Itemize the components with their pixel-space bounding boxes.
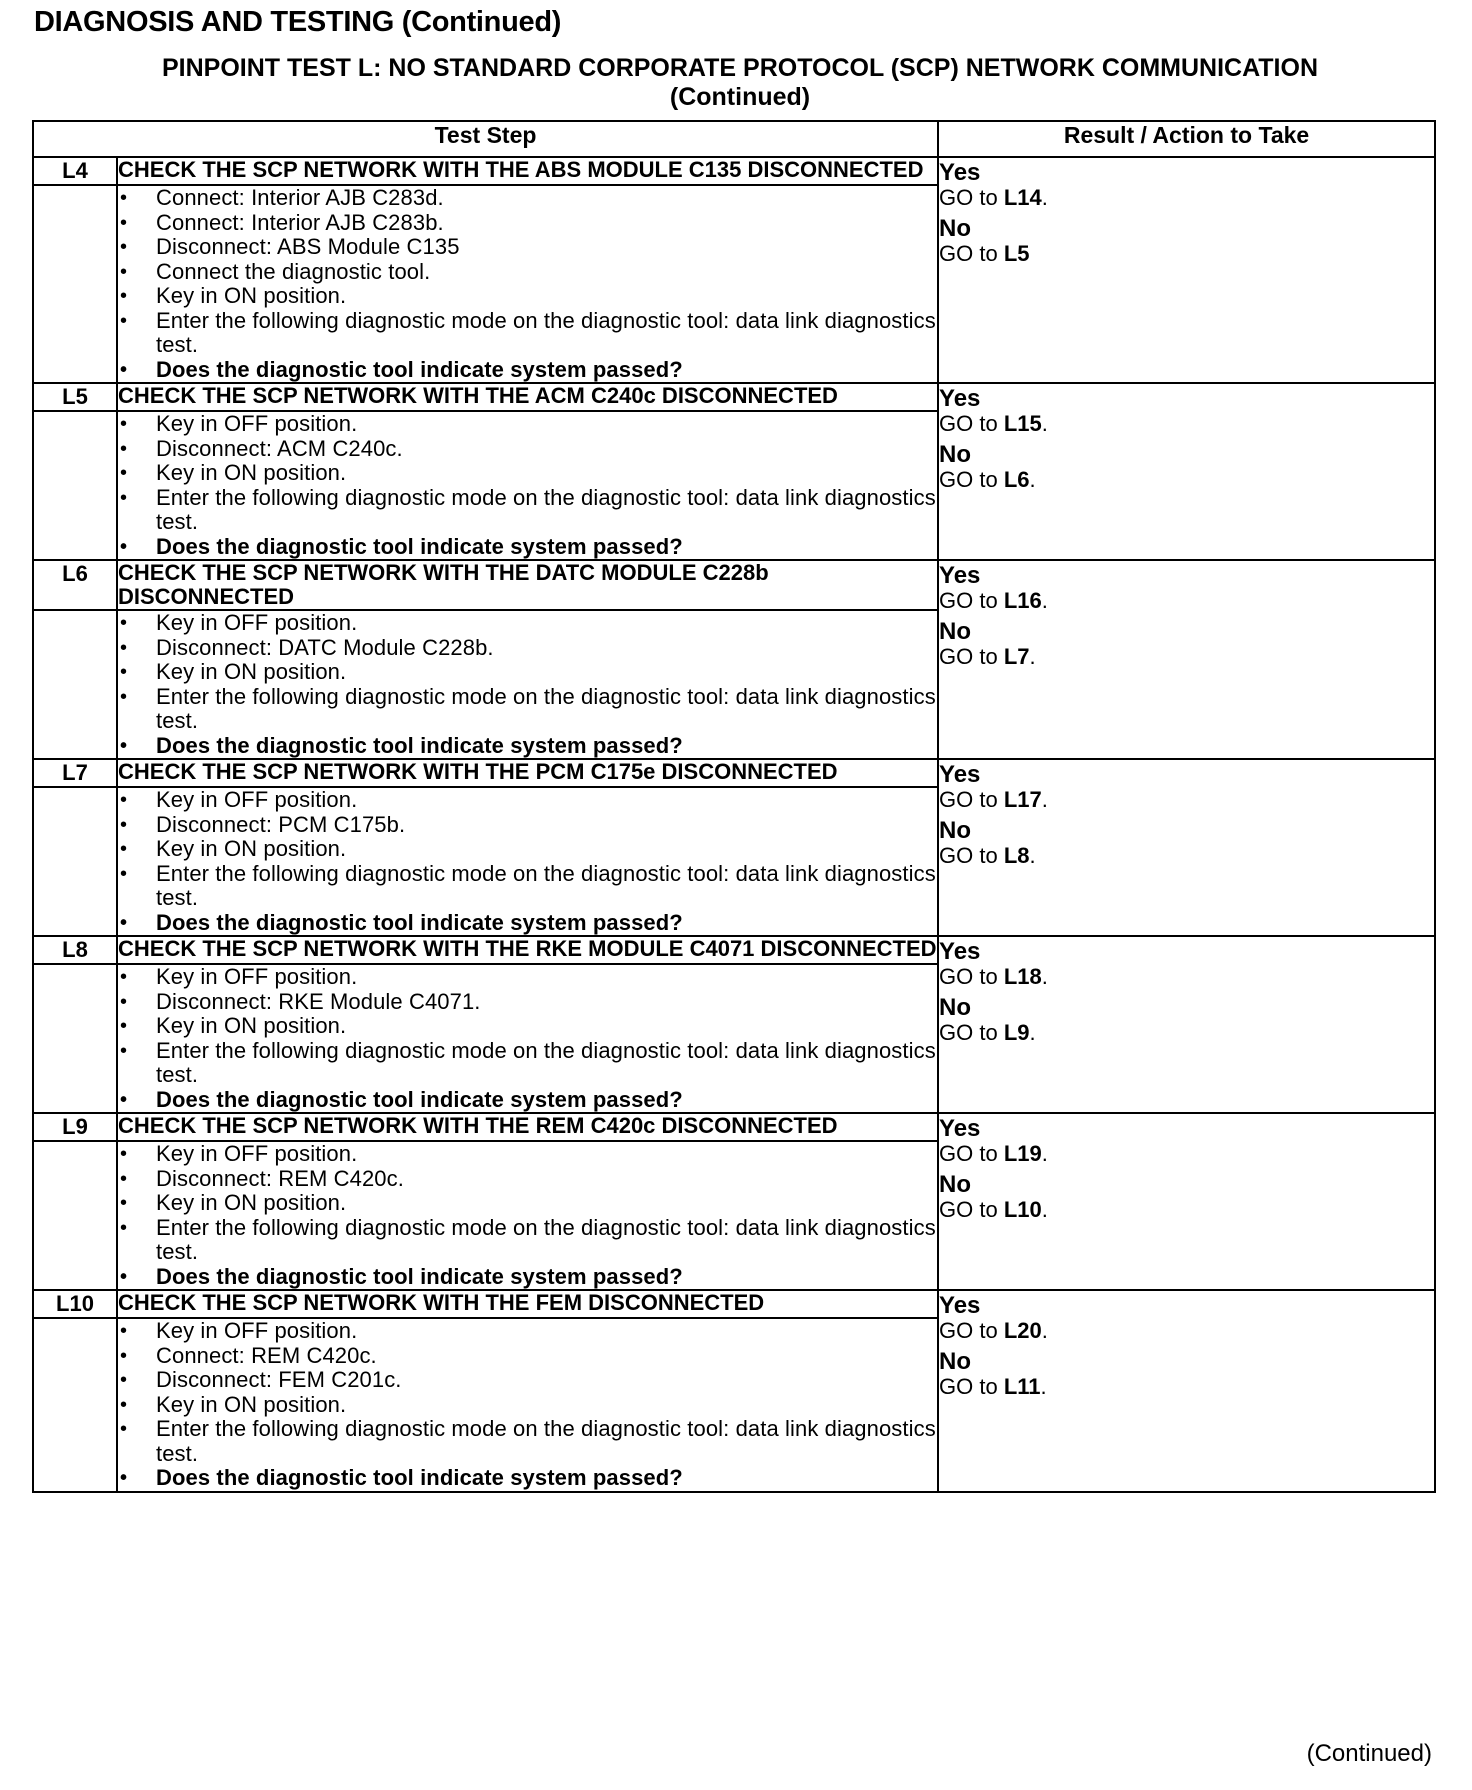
step-id-spacer [33, 787, 117, 936]
result-no-label: No [939, 1171, 972, 1198]
go-to-text: GO to [939, 1374, 998, 1399]
instruction-text: Key in ON position. [156, 659, 347, 684]
bullet-icon: • [120, 309, 128, 332]
pinpoint-test-table [32, 120, 1436, 1493]
instruction-item [118, 186, 937, 211]
instruction-item [118, 1142, 937, 1167]
instruction-item [118, 211, 937, 236]
go-to-text: GO to [939, 467, 998, 492]
bullet-icon: • [120, 211, 128, 234]
yes-suffix: . [1041, 964, 1048, 989]
question-text: Does the diagnostic tool indicate system passed? [156, 356, 683, 382]
result-yes-action [939, 411, 1434, 436]
no-suffix: . [1041, 1197, 1048, 1222]
instruction-item [118, 1039, 937, 1088]
instruction-text: Key in ON position. [156, 1013, 347, 1038]
instruction-question [118, 911, 937, 936]
instruction-text: Enter the following diagnostic mode on the diagnostic tool: data link diagnostics test. [156, 484, 936, 534]
step-id: L10 [33, 1290, 117, 1318]
instruction-question [118, 535, 937, 560]
result-no-action [939, 467, 1434, 492]
bullet-icon: • [120, 1216, 128, 1239]
instruction-item [118, 837, 937, 862]
instruction-text: Key in OFF position. [156, 1141, 358, 1166]
instruction-item [118, 862, 937, 911]
instruction-text: Enter the following diagnostic mode on the diagnostic tool: data link diagnostics test. [156, 1037, 936, 1087]
bullet-icon: • [120, 636, 128, 659]
yes-target: L19 [1003, 1141, 1042, 1166]
instruction-item [118, 685, 937, 734]
step-id: L8 [33, 936, 117, 964]
bullet-icon: • [120, 486, 128, 509]
step-id: L4 [33, 157, 117, 185]
result-action-cell [938, 560, 1435, 759]
instruction-item [118, 235, 937, 260]
instruction-list [118, 788, 937, 935]
question-text: Does the diagnostic tool indicate system passed? [156, 1263, 683, 1289]
pinpoint-test-title-line: PINPOINT TEST L: NO STANDARD CORPORATE PROTOCOL (SCP) NETWORK COMMUNICATION [162, 54, 1318, 82]
instruction-text: Key in OFF position. [156, 1318, 358, 1343]
bullet-icon: • [120, 1393, 128, 1416]
instruction-item [118, 636, 937, 661]
instruction-text: Disconnect: ABS Module C135 [156, 234, 460, 259]
bullet-icon: • [120, 685, 128, 708]
bullet-icon: • [120, 1143, 128, 1165]
step-title: CHECK THE SCP NETWORK WITH THE REM C420c DISCONNECTED [117, 1113, 938, 1141]
instruction-list [118, 186, 937, 382]
step-id-spacer [33, 1141, 117, 1290]
bullet-icon: • [120, 187, 128, 209]
result-no-action [939, 241, 1434, 266]
instruction-item [118, 437, 937, 462]
no-target: L7 [1003, 644, 1030, 669]
result-no-label: No [939, 994, 972, 1021]
bullet-icon: • [120, 838, 128, 860]
instruction-text: Key in OFF position. [156, 964, 358, 989]
instruction-text: Enter the following diagnostic mode on the diagnostic tool: data link diagnostics test. [156, 683, 936, 733]
instruction-list [118, 611, 937, 758]
question-text: Does the diagnostic tool indicate system passed? [156, 909, 683, 935]
yes-suffix: . [1041, 411, 1048, 436]
step-id-spacer [33, 411, 117, 560]
question-text: Does the diagnostic tool indicate system passed? [156, 533, 683, 559]
instruction-text: Disconnect: RKE Module C4071. [156, 988, 481, 1014]
instruction-item [118, 461, 937, 486]
step-title: CHECK THE SCP NETWORK WITH THE DATC MODULE C228b DISCONNECTED [117, 560, 938, 610]
result-no-action [939, 843, 1434, 868]
instruction-item [118, 611, 937, 636]
instruction-item [118, 1167, 937, 1192]
step-instructions [117, 411, 938, 560]
step-instructions [117, 185, 938, 383]
instruction-question [118, 1265, 937, 1290]
result-no-label: No [939, 618, 972, 645]
no-target: L10 [1003, 1197, 1042, 1222]
step-id-spacer [33, 964, 117, 1113]
bullet-icon: • [120, 789, 128, 811]
go-to-text: GO to [939, 411, 998, 436]
instruction-question [118, 358, 937, 383]
bullet-icon: • [120, 285, 128, 307]
yes-suffix: . [1041, 1318, 1048, 1343]
test-step-title-row [33, 1290, 1435, 1318]
bullet-icon: • [120, 1167, 128, 1190]
instruction-item [118, 1319, 937, 1344]
go-to-text: GO to [939, 787, 998, 812]
go-to-text: GO to [939, 644, 998, 669]
instruction-item [118, 309, 937, 358]
test-step-title-row [33, 157, 1435, 185]
pinpoint-test-continued: (Continued) [669, 83, 811, 111]
instruction-item [118, 1417, 937, 1466]
test-step-title-row [33, 759, 1435, 787]
step-instructions [117, 1318, 938, 1492]
result-no-action [939, 1020, 1434, 1045]
no-target: L11 [1003, 1374, 1041, 1399]
no-suffix: . [1029, 843, 1036, 868]
instruction-item [118, 965, 937, 990]
go-to-text: GO to [939, 1141, 998, 1166]
test-step-title-row [33, 936, 1435, 964]
table-body [33, 157, 1435, 1492]
question-text: Does the diagnostic tool indicate system passed? [156, 1465, 683, 1490]
step-id: L7 [33, 759, 117, 787]
instruction-text: Key in ON position. [156, 460, 347, 485]
instruction-question [118, 734, 937, 759]
yes-suffix: . [1041, 588, 1048, 613]
result-yes-action [939, 588, 1434, 613]
test-step-title-row [33, 560, 1435, 610]
result-no-action [939, 1197, 1434, 1222]
result-no-action [939, 1374, 1434, 1399]
step-instructions [117, 1141, 938, 1290]
bullet-icon: • [120, 734, 128, 757]
instruction-text: Key in ON position. [156, 1190, 347, 1215]
instruction-item [118, 1344, 937, 1369]
bullet-icon: • [120, 1015, 128, 1037]
step-id-spacer [33, 610, 117, 759]
no-suffix: . [1040, 1374, 1047, 1399]
go-to-text: GO to [939, 241, 998, 266]
bullet-icon: • [120, 358, 128, 381]
instruction-list [118, 412, 937, 559]
no-target: L9 [1003, 1020, 1030, 1045]
yes-suffix: . [1041, 185, 1048, 210]
result-action-cell [938, 1290, 1435, 1492]
bullet-icon: • [120, 1192, 128, 1214]
yes-target: L15 [1003, 411, 1042, 436]
instruction-item [118, 1368, 937, 1393]
instruction-text: Connect: REM C420c. [156, 1342, 377, 1368]
instruction-text: Disconnect: PCM C175b. [156, 811, 406, 837]
bullet-icon: • [120, 612, 128, 634]
step-title: CHECK THE SCP NETWORK WITH THE ACM C240c DISCONNECTED [117, 383, 938, 411]
instruction-text: Enter the following diagnostic mode on the diagnostic tool: data link diagnostics test. [156, 1214, 936, 1264]
yes-suffix: . [1041, 787, 1048, 812]
go-to-text: GO to [939, 1318, 998, 1343]
instruction-item [118, 412, 937, 437]
instruction-item [118, 1393, 937, 1418]
result-yes-action [939, 1318, 1434, 1343]
bullet-icon: • [120, 236, 128, 258]
instruction-item [118, 1191, 937, 1216]
instruction-text: Connect: Interior AJB C283d. [156, 185, 444, 210]
instruction-text: Key in OFF position. [156, 411, 358, 436]
no-suffix: . [1029, 1020, 1036, 1045]
bullet-icon: • [120, 413, 128, 435]
step-id-spacer [33, 1318, 117, 1492]
result-action-cell [938, 936, 1435, 1113]
instruction-item [118, 1216, 937, 1265]
instruction-item [118, 788, 937, 813]
bullet-icon: • [120, 661, 128, 683]
result-no-label: No [939, 817, 972, 844]
bullet-icon: • [120, 437, 128, 460]
result-yes-label: Yes [939, 938, 981, 965]
instruction-text: Disconnect: DATC Module C228b. [156, 634, 494, 660]
result-yes-label: Yes [939, 761, 981, 788]
step-title: CHECK THE SCP NETWORK WITH THE FEM DISCONNECTED [117, 1290, 938, 1318]
test-step-title-row [33, 383, 1435, 411]
bullet-icon: • [120, 966, 128, 988]
instruction-question [118, 1466, 937, 1491]
result-no-label: No [939, 215, 972, 242]
header-test-step: Test Step [33, 121, 938, 157]
bullet-icon: • [120, 911, 128, 934]
instruction-text: Disconnect: FEM C201c. [156, 1367, 402, 1392]
instruction-text: Key in ON position. [156, 1391, 347, 1417]
bullet-icon: • [120, 1418, 128, 1440]
instruction-text: Key in ON position. [156, 836, 347, 861]
bullet-icon: • [120, 1467, 128, 1489]
header-result-action: Result / Action to Take [938, 121, 1435, 157]
go-to-text: GO to [939, 843, 998, 868]
go-to-text: GO to [939, 964, 998, 989]
bullet-icon: • [120, 260, 128, 283]
result-yes-action [939, 1141, 1434, 1166]
instruction-text: Connect the diagnostic tool. [156, 258, 431, 284]
bullet-icon: • [120, 1088, 128, 1111]
bullet-icon: • [120, 1344, 128, 1367]
instruction-list [118, 1142, 937, 1289]
yes-target: L20 [1003, 1318, 1042, 1343]
result-yes-label: Yes [939, 1115, 981, 1142]
pinpoint-test-title [60, 54, 1420, 112]
no-suffix: . [1029, 467, 1036, 492]
result-action-cell [938, 759, 1435, 936]
result-action-cell [938, 383, 1435, 560]
bullet-icon: • [120, 862, 128, 885]
step-id-spacer [33, 185, 117, 383]
step-instructions [117, 610, 938, 759]
page-title: DIAGNOSIS AND TESTING (Continued) [34, 6, 562, 38]
instruction-text: Enter the following diagnostic mode on the diagnostic tool: data link diagnostics test. [156, 307, 936, 357]
instruction-question [118, 1088, 937, 1113]
step-instructions [117, 787, 938, 936]
instruction-text: Key in OFF position. [156, 787, 358, 812]
bullet-icon: • [120, 813, 128, 836]
result-no-label: No [939, 441, 972, 468]
go-to-text: GO to [939, 1020, 998, 1045]
yes-target: L17 [1003, 787, 1042, 812]
yes-target: L14 [1003, 185, 1042, 210]
no-target: L5 [1003, 241, 1030, 266]
yes-target: L18 [1003, 964, 1042, 989]
question-text: Does the diagnostic tool indicate system passed? [156, 1086, 683, 1112]
instruction-text: Connect: Interior AJB C283b. [156, 209, 444, 235]
instruction-item [118, 260, 937, 285]
instruction-text: Key in OFF position. [156, 610, 358, 635]
test-step-title-row [33, 1113, 1435, 1141]
instruction-item [118, 486, 937, 535]
result-yes-action [939, 787, 1434, 812]
instruction-item [118, 1014, 937, 1039]
go-to-text: GO to [939, 1197, 998, 1222]
result-action-cell [938, 157, 1435, 383]
result-yes-label: Yes [939, 1292, 981, 1319]
instruction-list [118, 965, 937, 1112]
step-title: CHECK THE SCP NETWORK WITH THE ABS MODULE C135 DISCONNECTED [117, 157, 938, 185]
instruction-text: Disconnect: ACM C240c. [156, 435, 403, 461]
result-no-action [939, 644, 1434, 669]
continued-footer: (Continued) [1306, 1740, 1432, 1767]
instruction-list [118, 1319, 937, 1491]
step-title: CHECK THE SCP NETWORK WITH THE PCM C175e DISCONNECTED [117, 759, 938, 787]
no-suffix: . [1029, 644, 1036, 669]
question-text: Does the diagnostic tool indicate system passed? [156, 732, 683, 758]
result-action-cell [938, 1113, 1435, 1290]
bullet-icon: • [120, 1039, 128, 1062]
bullet-icon: • [120, 1320, 128, 1342]
instruction-text: Disconnect: REM C420c. [156, 1165, 404, 1191]
result-no-label: No [939, 1348, 972, 1375]
result-yes-label: Yes [939, 385, 981, 412]
step-instructions [117, 964, 938, 1113]
instruction-item [118, 660, 937, 685]
go-to-text: GO to [939, 185, 998, 210]
no-target: L8 [1003, 843, 1030, 868]
table-header-row [33, 121, 1435, 157]
bullet-icon: • [120, 462, 128, 484]
instruction-item [118, 284, 937, 309]
step-id: L6 [33, 560, 117, 610]
no-target: L6 [1003, 467, 1030, 492]
instruction-text: Enter the following diagnostic mode on the diagnostic tool: data link diagnostics test. [156, 1416, 936, 1466]
yes-suffix: . [1041, 1141, 1048, 1166]
result-yes-action [939, 185, 1434, 210]
result-yes-action [939, 964, 1434, 989]
bullet-icon: • [120, 1265, 128, 1288]
result-yes-label: Yes [939, 159, 981, 186]
result-yes-label: Yes [939, 562, 981, 589]
bullet-icon: • [120, 1369, 128, 1391]
go-to-text: GO to [939, 588, 998, 613]
bullet-icon: • [120, 990, 128, 1013]
step-title: CHECK THE SCP NETWORK WITH THE RKE MODULE C4071 DISCONNECTED [117, 936, 938, 964]
instruction-text: Enter the following diagnostic mode on the diagnostic tool: data link diagnostics test. [156, 860, 936, 910]
step-id: L5 [33, 383, 117, 411]
step-id: L9 [33, 1113, 117, 1141]
instruction-item [118, 813, 937, 838]
yes-target: L16 [1003, 588, 1042, 613]
instruction-text: Key in ON position. [156, 283, 347, 308]
instruction-item [118, 990, 937, 1015]
bullet-icon: • [120, 535, 128, 558]
